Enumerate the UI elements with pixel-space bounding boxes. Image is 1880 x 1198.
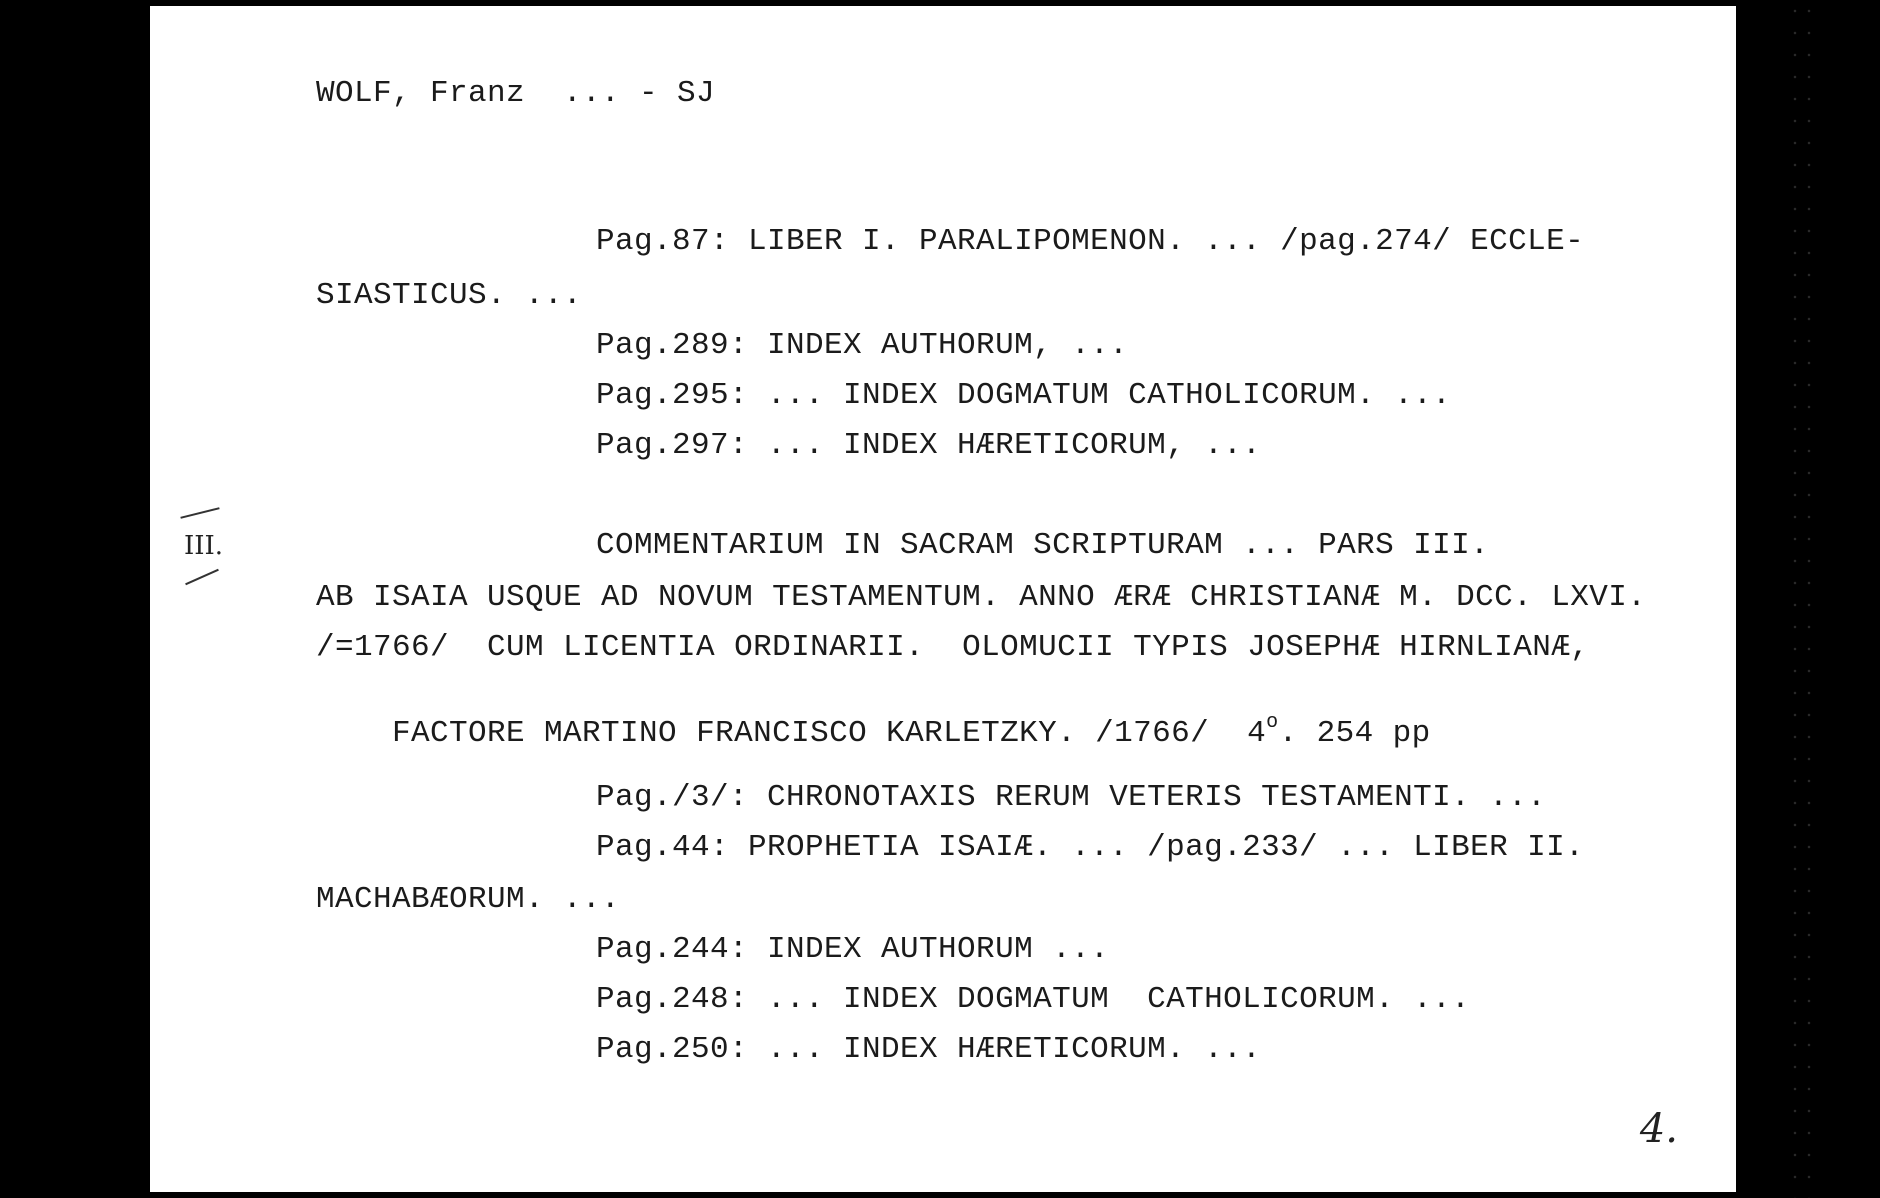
- text-line: Pag.289: INDEX AUTHORUM, ...: [596, 328, 1129, 363]
- text-line: Pag.250: ... INDEX HÆRETICORUM. ...: [596, 1032, 1262, 1067]
- text-line: Pag.87: LIBER I. PARALIPOMENON. ... /pag.274/ ECCLE-: [596, 224, 1585, 259]
- text-line: Pag./3/: CHRONOTAXIS RERUM VETERIS TESTAMENTI. ...: [596, 780, 1547, 815]
- text-line: SIASTICUS. ...: [316, 278, 583, 313]
- text-line: Pag.297: ... INDEX HÆRETICORUM, ...: [596, 428, 1262, 463]
- text-line: Pag.244: INDEX AUTHORUM ...: [596, 932, 1110, 967]
- margin-roman-numeral-mark: [176, 506, 236, 586]
- text-line: Pag.248: ... INDEX DOGMATUM CATHOLICORUM. ...: [596, 982, 1471, 1017]
- title-line: COMMENTARIUM IN SACRAM SCRIPTURAM ... PARS III.: [596, 528, 1490, 563]
- title-line: AB ISAIA USQUE AD NOVUM TESTAMENTUM. ANNO ÆRÆ CHRISTIANÆ M. DCC. LXVI.: [316, 580, 1647, 615]
- imprint-tail: . 254 pp: [1278, 716, 1431, 751]
- text-line: Pag.295: ... INDEX DOGMATUM CATHOLICORUM. ...: [596, 378, 1452, 413]
- scan-edge-noise: [1788, 0, 1818, 1198]
- margin-stroke: [185, 569, 219, 585]
- catalog-card: [150, 6, 1736, 1192]
- format-superscript: o: [1266, 711, 1279, 734]
- card-heading: WOLF, Franz ... - SJ: [316, 76, 716, 111]
- page-number: 4.: [1639, 1106, 1678, 1152]
- margin-note: III.: [184, 531, 224, 561]
- imprint-text: FACTORE MARTINO FRANCISCO KARLETZKY. /1766/ 4: [392, 716, 1267, 751]
- imprint-line: [316, 680, 1431, 791]
- text-line: MACHABÆORUM. ...: [316, 882, 621, 917]
- imprint-line: /=1766/ CUM LICENTIA ORDINARII. OLOMUCII TYPIS JOSEPHÆ HIRNLIANÆ,: [316, 630, 1590, 665]
- text-line: Pag.44: PROPHETIA ISAIÆ. ... /pag.233/ ... LIBER II.: [596, 830, 1585, 865]
- margin-stroke: [180, 507, 219, 519]
